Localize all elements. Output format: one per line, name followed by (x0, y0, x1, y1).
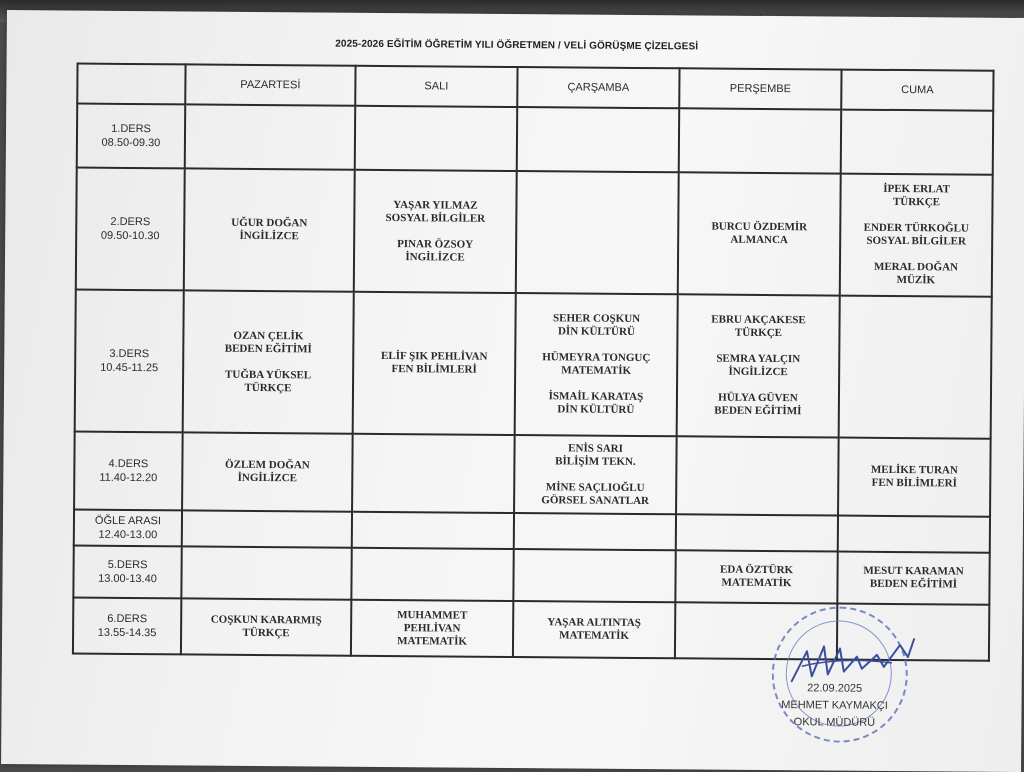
principal-name: MEHMET KAYMAKÇI (781, 699, 888, 712)
schedule-cell (182, 510, 352, 547)
schedule-cell (516, 171, 679, 294)
table-row (77, 104, 993, 175)
schedule-cell (838, 516, 990, 553)
schedule-cell (676, 436, 839, 515)
schedule-cell: SEHER COŞKUN DİN KÜLTÜRÜ HÜMEYRA TONGUÇ MATEMATİK İSMAİL KARATAŞ DİN KÜLTÜRÜ (515, 293, 678, 436)
schedule-cell (352, 434, 515, 513)
schedule-cell: EBRU AKÇAKESE TÜRKÇE SEMRA YALÇIN İNGİLİZCE HÜLYA GÜVEN BEDEN EĞİTİMİ (677, 294, 840, 437)
schedule-cell: ENİS SARI BİLİŞİM TEKN. MİNE SAÇLIOĞLU GÖRSEL SANATLAR (514, 435, 677, 514)
slot-cell: 3.DERS 10.45-11.25 (75, 290, 184, 433)
header-cell-wednesday: ÇARŞAMBA (517, 67, 679, 108)
schedule-cell: YAŞAR YILMAZ SOSYAL BİLGİLER PINAR ÖZSOY İNGİLİZCE (354, 170, 517, 293)
document-page (1, 10, 1024, 772)
slot-cell: 5.DERS 13.00-13.40 (73, 546, 181, 599)
slot-cell: ÖĞLE ARASI 12.40-13.00 (74, 510, 182, 547)
table-row (74, 432, 991, 517)
schedule-cell (352, 512, 514, 549)
schedule-cell: İPEK ERLAT TÜRKÇE ENDER TÜRKOĞLU SOSYAL BİLGİLER MERAL DOĞAN MÜZİK (840, 174, 993, 297)
document-title: 2025-2026 EĞİTİM ÖĞRETİM YILI ÖĞRETMEN / VELİ GÖRÜŞME ÇİZELGESİ (335, 38, 699, 53)
table-row (73, 546, 989, 605)
principal-role: OKUL MÜDÜRÜ (793, 716, 876, 729)
slot-cell: 1.DERS 08.50-09.30 (77, 104, 185, 169)
schedule-cell: YAŞAR ALTINTAŞ MATEMATİK (513, 601, 675, 658)
slot-cell: 6.DERS 13.55-14.35 (73, 598, 181, 655)
schedule-cell: UĞUR DOĞAN İNGİLİZCE (184, 168, 355, 291)
schedule-cell (839, 296, 992, 439)
signature-date: 22.09.2025 (807, 682, 863, 695)
schedule-cell (676, 514, 838, 551)
schedule-cell (355, 106, 517, 171)
schedule-cell (513, 549, 675, 602)
schedule-cell: BURCU ÖZDEMİR ALMANCA (678, 172, 841, 295)
schedule-cell: MESUT KARAMAN BEDEN EĞİTİMİ (837, 552, 989, 605)
schedule-cell (841, 110, 993, 175)
header-cell-tuesday: SALI (355, 66, 517, 107)
schedule-cell: OZAN ÇELİK BEDEN EĞİTİMİ TUĞBA YÜKSEL TÜRKÇE (183, 290, 354, 433)
schedule-cell (351, 548, 513, 601)
header-cell-friday: CUMA (841, 70, 993, 111)
schedule-cell (679, 108, 841, 173)
schedule-cell: COŞKUN KARARMIŞ TÜRKÇE (181, 598, 351, 655)
header-cell-empty (77, 64, 185, 105)
schedule-cell (185, 104, 355, 169)
schedule-cell (514, 513, 676, 550)
slot-cell: 4.DERS 11.40-12.20 (74, 432, 183, 511)
schedule-cell: ÖZLEM DOĞAN İNGİLİZCE (182, 432, 353, 511)
schedule-cell: MUHAMMET PEHLİVAN MATEMATİK (351, 600, 513, 657)
schedule-table (72, 63, 995, 662)
schedule-cell (517, 107, 679, 172)
table-row (76, 168, 993, 297)
schedule-cell: MELİKE TURAN FEN BİLİMLERİ (838, 438, 991, 517)
header-cell-thursday: PERŞEMBE (679, 68, 841, 109)
slot-cell: 2.DERS 09.50-10.30 (76, 168, 185, 291)
table-row (75, 290, 992, 439)
schedule-cell: ELİF ŞIK PEHLİVAN FEN BİLİMLERİ (353, 292, 516, 435)
schedule-cell (181, 546, 351, 599)
header-cell-monday: PAZARTESİ (185, 64, 355, 105)
schedule-cell: EDA ÖZTÜRK MATEMATİK (675, 550, 837, 603)
signature-block (769, 680, 899, 732)
